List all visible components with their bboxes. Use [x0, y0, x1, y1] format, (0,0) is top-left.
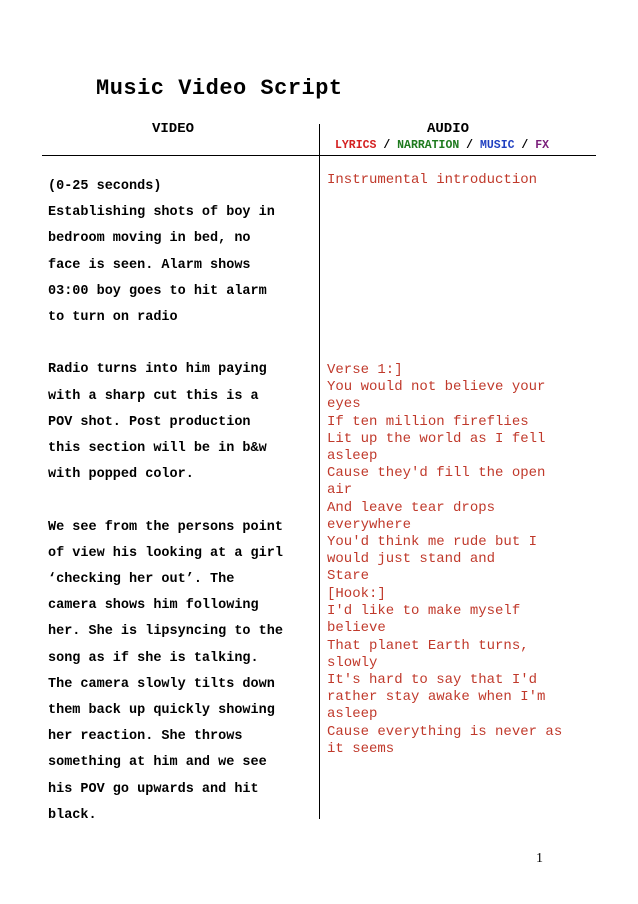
- legend-fx: FX: [535, 139, 550, 152]
- video-line: her. She is lipsyncing to the: [48, 624, 283, 640]
- paragraph-gap: [48, 488, 316, 514]
- video-line: song as if she is talking.: [48, 650, 259, 666]
- audio-line: You would not believe your: [327, 379, 546, 396]
- audio-line: You'd think me rude but I: [327, 534, 538, 551]
- video-line: bedroom moving in bed, no: [48, 231, 251, 247]
- audio-line: [Hook:]: [327, 586, 386, 602]
- audio-line: And leave tear drops: [327, 499, 496, 516]
- audio-line: If ten million fireflies: [327, 413, 529, 430]
- video-line: camera shows him following: [48, 598, 259, 614]
- video-line: her reaction. She throws: [48, 729, 243, 745]
- audio-line: it seems: [327, 740, 395, 757]
- video-line: with a sharp cut this is a: [48, 388, 259, 404]
- audio-line: air: [327, 482, 353, 499]
- paragraph-gap: [48, 331, 316, 357]
- video-line: Radio turns into him paying: [48, 362, 267, 378]
- audio-line: slowly: [327, 654, 378, 671]
- video-line: We see from the persons point: [48, 519, 283, 535]
- video-line: them back up quickly showing: [48, 703, 275, 719]
- column-divider: [319, 124, 320, 819]
- video-line: face is seen. Alarm shows: [48, 257, 251, 273]
- video-column-header: VIDEO: [152, 121, 195, 137]
- audio-line: eyes: [327, 396, 361, 413]
- audio-line: That planet Earth turns,: [327, 637, 529, 654]
- video-line: Establishing shots of boy in: [48, 205, 275, 221]
- audio-line: asleep: [327, 448, 378, 465]
- audio-line: believe: [327, 620, 386, 637]
- page-title: Music Video Script: [96, 76, 343, 101]
- audio-block: [327, 362, 545, 586]
- video-line: of view his looking at a girl: [48, 545, 283, 561]
- audio-legend: [335, 139, 549, 152]
- video-line: POV shot. Post production: [48, 414, 251, 430]
- video-line: 03:00 boy goes to hit alarm: [48, 283, 267, 299]
- video-column: [48, 174, 316, 829]
- video-line: ‘checking her out’. The: [48, 572, 235, 588]
- audio-block: [327, 586, 562, 758]
- audio-line: asleep: [327, 706, 378, 723]
- audio-line: Instrumental introduction: [327, 172, 538, 188]
- video-line: something at him and we see: [48, 755, 267, 771]
- legend-narration: NARRATION: [397, 139, 460, 152]
- video-line: (0-25 seconds): [48, 179, 162, 194]
- audio-line: Verse 1:]: [327, 362, 403, 378]
- legend-separator: /: [376, 139, 398, 152]
- audio-block: [327, 172, 537, 189]
- audio-line: Cause they'd fill the open: [327, 465, 546, 482]
- video-line: black.: [48, 807, 97, 823]
- audio-line: I'd like to make myself: [327, 603, 521, 620]
- audio-line: It's hard to say that I'd: [327, 672, 538, 689]
- audio-line: everywhere: [327, 516, 412, 533]
- video-line: with popped color.: [48, 467, 194, 483]
- audio-line: Stare: [327, 568, 370, 585]
- legend-separator: /: [514, 139, 536, 152]
- audio-line: Lit up the world as I fell: [327, 430, 546, 447]
- page-number: 1: [536, 851, 543, 866]
- video-line: to turn on radio: [48, 310, 178, 326]
- legend-separator: /: [459, 139, 480, 152]
- audio-column-header: AUDIO: [427, 121, 470, 137]
- legend-music: MUSIC: [479, 139, 515, 152]
- audio-line: rather stay awake when I'm: [327, 689, 546, 706]
- video-line: this section will be in b&w: [48, 441, 267, 457]
- audio-line: Cause everything is never as: [327, 723, 563, 740]
- video-line: his POV go upwards and hit: [48, 781, 259, 797]
- legend-lyrics: LYRICS: [335, 139, 377, 152]
- video-line: The camera slowly tilts down: [48, 676, 275, 692]
- audio-line: would just stand and: [327, 551, 496, 568]
